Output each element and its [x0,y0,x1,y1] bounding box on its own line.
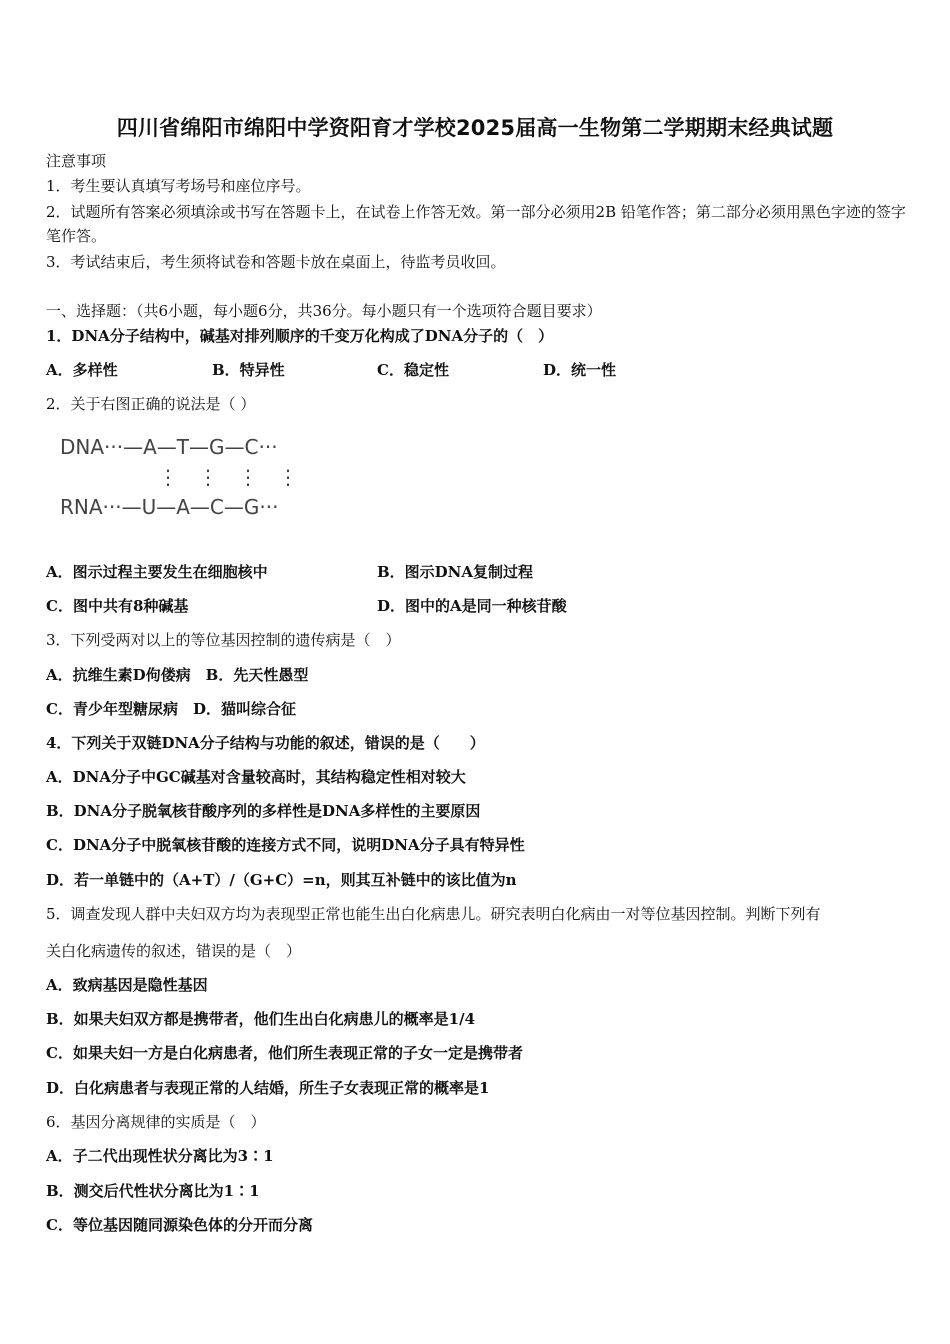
q5-option-d[interactable]: D．白化病患者与表现正常的人结婚，所生子女表现正常的概率是1 [46,1079,490,1097]
q2-option-b[interactable]: B．图示DNA复制过程 [377,563,534,581]
notice-heading: 注意事项 [46,152,107,170]
question-5-stem-cont: 关白化病遗传的叙述，错误的是（ ） [46,942,302,960]
q3-options-row-2[interactable]: C．青少年型糖尿病 D．猫叫综合征 [46,700,296,718]
rna-strand: RNA···—U—A—C—G··· [60,495,279,519]
q1-option-d[interactable]: D．统一性 [543,361,617,379]
q6-option-c[interactable]: C．等位基因随同源染色体的分开而分离 [46,1216,313,1234]
q2-option-a[interactable]: A．图示过程主要发生在细胞核中 [46,563,268,581]
question-1-stem: 1．DNA分子结构中，碱基对排列顺序的千变万化构成了DNA分子的（ ） [46,327,554,345]
q6-option-a[interactable]: A．子二代出现性状分离比为3∶1 [46,1147,274,1165]
q4-option-c[interactable]: C．DNA分子中脱氧核苷酸的连接方式不同，说明DNA分子具有特异性 [46,836,525,854]
question-4-stem: 4．下列关于双链DNA分子结构与功能的叙述，错误的是（ ） [46,734,485,752]
section-heading: 一、选择题：（共6小题，每小题6分，共36分。每小题只有一个选项符合题目要求） [46,302,602,320]
question-5-stem: 5．调查发现人群中夫妇双方均为表现型正常也能生出白化病患儿。研究表明白化病由一对等位基因控制。判断下列有 [46,905,821,923]
notice-item: 2．试题所有答案必须填涂或书写在答题卡上，在试卷上作答无效。第一部分必须用2B 铅笔作答；第二部分必须用黑色字迹的签字笔作答。 [46,203,906,245]
q1-option-b[interactable]: B．特异性 [212,361,285,379]
q6-option-b[interactable]: B．测交后代性状分离比为1∶1 [46,1182,260,1200]
question-2-stem: 2．关于右图正确的说法是（ ） [46,395,256,413]
q3-options-row-1[interactable]: A．抗维生素D佝偻病 B．先天性愚型 [46,666,309,684]
q1-option-a[interactable]: A．多样性 [46,361,118,379]
question-3-stem: 3．下列受两对以上的等位基因控制的遗传病是（ ） [46,631,401,649]
page-title: 四川省绵阳市绵阳中学资阳育才学校2025届高一生物第二学期期末经典试题 [116,116,834,140]
q2-option-d[interactable]: D．图中的A是同一种核苷酸 [377,597,567,615]
notice-item: 1．考生要认真填写考场号和座位序号。 [46,177,311,195]
q4-option-d[interactable]: D．若一单链中的（A+T）/（G+C）=n，则其互补链中的该比值为n [46,871,517,889]
q2-option-c[interactable]: C．图中共有8种碱基 [46,597,189,615]
dna-rna-diagram [58,430,338,530]
question-6-stem: 6．基因分离规律的实质是（ ） [46,1113,266,1131]
q5-option-c[interactable]: C．如果夫妇一方是白化病患者，他们所生表现正常的子女一定是携带者 [46,1044,523,1062]
base-pair-dots: ⋮ ⋮ ⋮ ⋮ [158,465,298,489]
q5-option-b[interactable]: B．如果夫妇双方都是携带者，他们生出白化病患儿的概率是1/4 [46,1010,476,1028]
q4-option-b[interactable]: B．DNA分子脱氧核苷酸序列的多样性是DNA多样性的主要原因 [46,802,481,820]
q5-option-a[interactable]: A．致病基因是隐性基因 [46,976,208,994]
q1-option-c[interactable]: C．稳定性 [377,361,449,379]
notice-item: 3．考试结束后，考生须将试卷和答题卡放在桌面上，待监考员收回。 [46,253,506,271]
q4-option-a[interactable]: A．DNA分子中GC碱基对含量较高时，其结构稳定性相对较大 [46,768,466,786]
dna-strand: DNA···—A—T—G—C··· [60,435,278,459]
